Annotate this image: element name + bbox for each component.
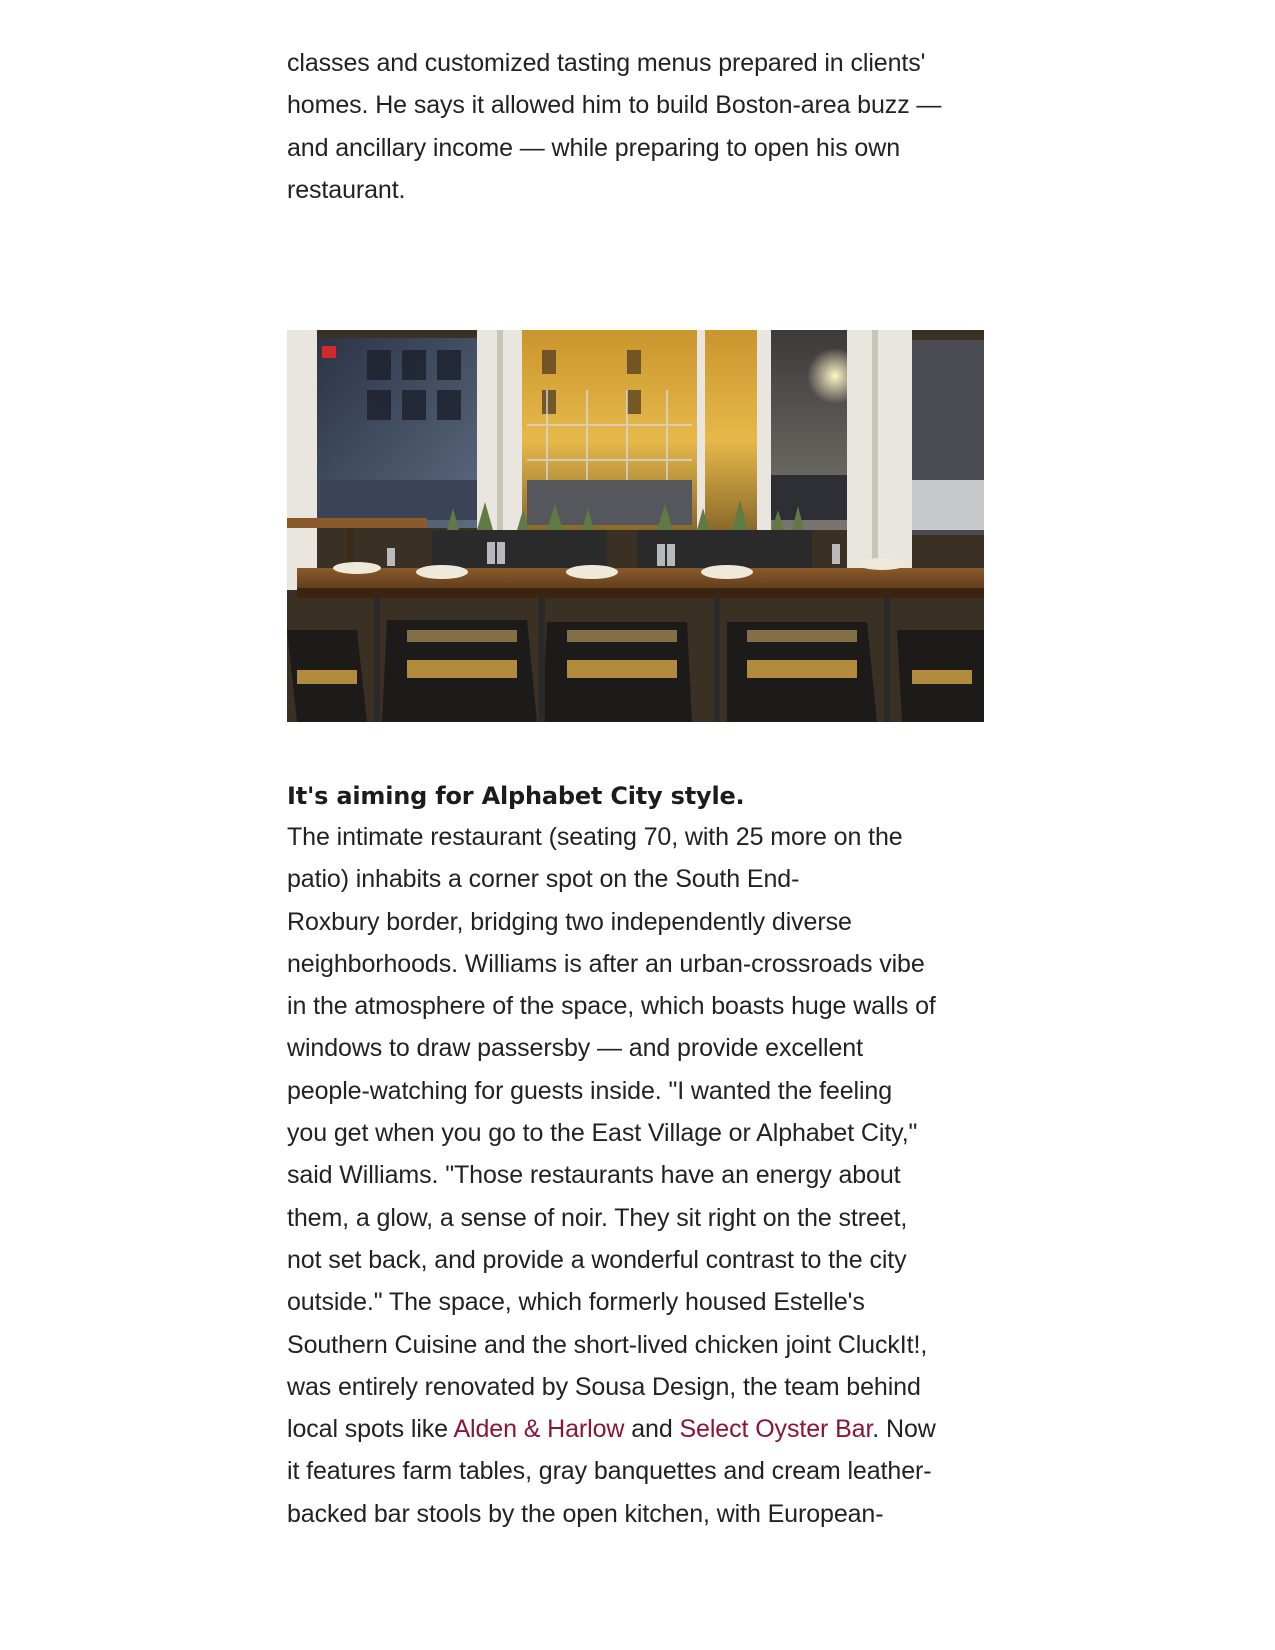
alden-harlow-link[interactable]: Alden & Harlow — [453, 1415, 625, 1444]
intro-line: restaurant. — [287, 175, 406, 204]
body-paragraph — [287, 816, 987, 1535]
body-line: people-watching for guests inside. "I wanted the feeling — [287, 1076, 893, 1105]
body-line-with-links — [287, 1408, 987, 1450]
link-line-suffix: . Now — [872, 1415, 936, 1444]
section-heading: It's aiming for Alphabet City style. — [287, 782, 745, 810]
body-line: it features farm tables, gray banquettes and cream leather- — [287, 1457, 932, 1486]
body-line: Southern Cuisine and the short-lived chicken joint CluckIt!, — [287, 1330, 928, 1359]
body-line: you get when you go to the East Village or Alphabet City," — [287, 1119, 918, 1148]
intro-line: classes and customized tasting menus prepared in clients' — [287, 49, 926, 77]
body-line: backed bar stools by the open kitchen, with European- — [287, 1499, 884, 1528]
body-line: neighborhoods. Williams is after an urban-crossroads vibe — [287, 949, 925, 978]
restaurant-photo — [287, 330, 984, 722]
intro-line: homes. He says it allowed him to build Boston-area buzz — — [287, 91, 942, 120]
body-line: windows to draw passersby — and provide excellent — [287, 1034, 863, 1063]
body-line: in the atmosphere of the space, which boasts huge walls of — [287, 992, 936, 1021]
select-oyster-bar-link[interactable]: Select Oyster Bar — [679, 1415, 873, 1444]
body-line: them, a glow, a sense of noir. They sit right on the street, — [287, 1203, 908, 1232]
body-line: said Williams. "Those restaurants have an energy about — [287, 1161, 901, 1190]
restaurant-photo-illustration — [287, 330, 984, 722]
body-line: The intimate restaurant (seating 70, with 25 more on the — [287, 823, 903, 851]
body-line: Roxbury border, bridging two independently diverse — [287, 907, 852, 936]
body-line: not set back, and provide a wonderful contrast to the city — [287, 1245, 907, 1274]
intro-line: and ancillary income — while preparing to open his own — [287, 133, 900, 162]
body-line: patio) inhabits a corner spot on the South End- — [287, 865, 800, 894]
body-line: was entirely renovated by Sousa Design, the team behind — [287, 1372, 921, 1401]
intro-paragraph — [287, 42, 987, 211]
link-line-prefix: local spots like — [287, 1415, 454, 1444]
body-line: outside." The space, which formerly housed Estelle's — [287, 1288, 865, 1317]
link-line-middle: and — [624, 1415, 680, 1444]
